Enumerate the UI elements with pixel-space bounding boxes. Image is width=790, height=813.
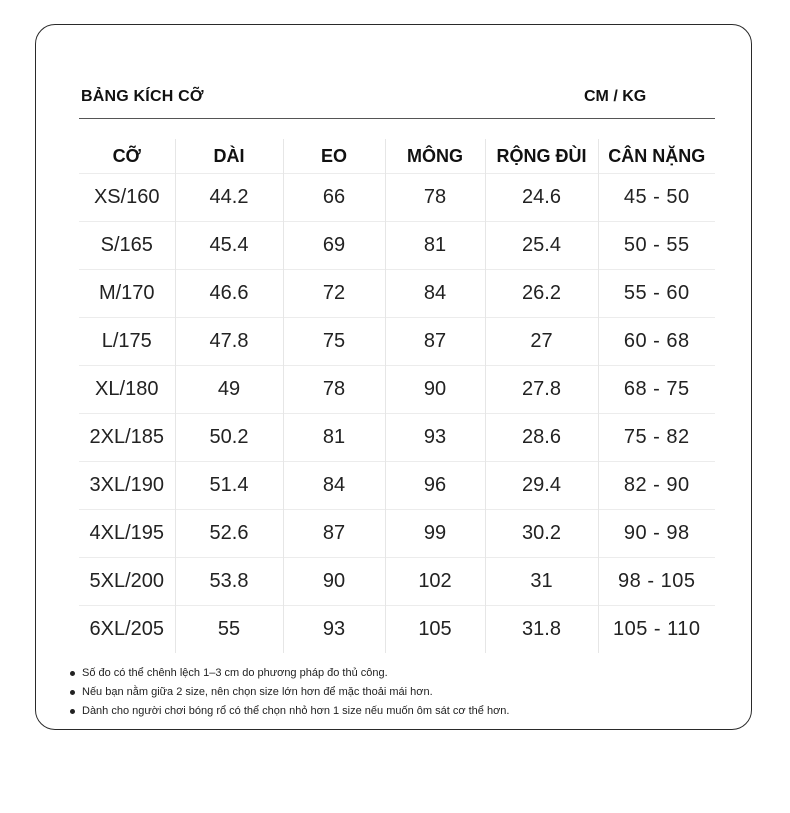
table-cell: M/170 xyxy=(79,270,175,318)
bullet-icon xyxy=(70,671,75,676)
table-cell: 27.8 xyxy=(485,366,598,414)
table-cell: 3XL/190 xyxy=(79,462,175,510)
table-cell: 51.4 xyxy=(175,462,283,510)
table-cell: 75 - 82 xyxy=(598,414,715,462)
table-cell: 45.4 xyxy=(175,222,283,270)
table-cell: 90 xyxy=(385,366,485,414)
note-text: Số đo có thể chênh lệch 1–3 cm do phương pháp đo thủ công. xyxy=(82,667,388,679)
table-cell: 60 - 68 xyxy=(598,318,715,366)
table-cell: S/165 xyxy=(79,222,175,270)
table-cell: 69 xyxy=(283,222,385,270)
table-cell: 90 xyxy=(283,558,385,606)
table-row xyxy=(79,366,715,414)
title-divider xyxy=(79,118,715,119)
table-cell: 31.8 xyxy=(485,606,598,654)
table-cell: 99 xyxy=(385,510,485,558)
column-header-hip: MÔNG xyxy=(385,139,485,174)
table-cell: 29.4 xyxy=(485,462,598,510)
size-table xyxy=(79,139,715,653)
table-row xyxy=(79,270,715,318)
table-cell: 53.8 xyxy=(175,558,283,606)
table-row xyxy=(79,174,715,222)
table-cell: 46.6 xyxy=(175,270,283,318)
table-cell: 50.2 xyxy=(175,414,283,462)
table-cell: 52.6 xyxy=(175,510,283,558)
table-cell: 68 - 75 xyxy=(598,366,715,414)
table-row xyxy=(79,606,715,654)
unit-label: CM / KG xyxy=(584,88,647,105)
table-cell: 55 xyxy=(175,606,283,654)
table-cell: 78 xyxy=(283,366,385,414)
table-cell: 84 xyxy=(283,462,385,510)
table-cell: 82 - 90 xyxy=(598,462,715,510)
table-cell: 66 xyxy=(283,174,385,222)
note-item xyxy=(70,702,509,721)
table-row xyxy=(79,414,715,462)
table-cell: 87 xyxy=(385,318,485,366)
table-cell: 6XL/205 xyxy=(79,606,175,654)
table-cell: 50 - 55 xyxy=(598,222,715,270)
table-cell: 2XL/185 xyxy=(79,414,175,462)
table-row xyxy=(79,558,715,606)
table-cell: 4XL/195 xyxy=(79,510,175,558)
table-cell: 49 xyxy=(175,366,283,414)
table-cell: 31 xyxy=(485,558,598,606)
note-text: Nếu bạn nằm giữa 2 size, nên chọn size lớn hơn để mặc thoải mái hơn. xyxy=(82,686,433,698)
column-header-waist: EO xyxy=(283,139,385,174)
note-item xyxy=(70,664,509,683)
note-text: Dành cho người chơi bóng rổ có thể chọn nhỏ hơn 1 size nếu muốn ôm sát cơ thể hơn. xyxy=(82,705,510,717)
table-cell: 75 xyxy=(283,318,385,366)
table-cell: 47.8 xyxy=(175,318,283,366)
chart-title: BẢNG KÍCH CỠ xyxy=(81,88,204,105)
bullet-icon xyxy=(70,709,75,714)
note-item xyxy=(70,683,509,702)
table-cell: 93 xyxy=(283,606,385,654)
notes-list xyxy=(70,664,509,721)
table-row xyxy=(79,462,715,510)
table-cell: 81 xyxy=(283,414,385,462)
table-cell: 102 xyxy=(385,558,485,606)
column-header-thigh-width: RỘNG ĐÙI xyxy=(485,139,598,174)
table-cell: XS/160 xyxy=(79,174,175,222)
size-chart-card xyxy=(35,24,752,730)
table-header-row xyxy=(79,139,715,174)
column-header-weight: CÂN NẶNG xyxy=(598,139,715,174)
table-cell: 81 xyxy=(385,222,485,270)
table-cell: L/175 xyxy=(79,318,175,366)
table-row xyxy=(79,222,715,270)
table-cell: XL/180 xyxy=(79,366,175,414)
table-cell: 98 - 105 xyxy=(598,558,715,606)
table-cell: 24.6 xyxy=(485,174,598,222)
table-cell: 28.6 xyxy=(485,414,598,462)
table-cell: 105 xyxy=(385,606,485,654)
table-cell: 30.2 xyxy=(485,510,598,558)
table-cell: 44.2 xyxy=(175,174,283,222)
table-cell: 93 xyxy=(385,414,485,462)
bullet-icon xyxy=(70,690,75,695)
table-row xyxy=(79,510,715,558)
table-cell: 72 xyxy=(283,270,385,318)
table-cell: 90 - 98 xyxy=(598,510,715,558)
table-cell: 25.4 xyxy=(485,222,598,270)
table-cell: 96 xyxy=(385,462,485,510)
table-cell: 5XL/200 xyxy=(79,558,175,606)
table-cell: 26.2 xyxy=(485,270,598,318)
column-header-size: CỠ xyxy=(112,145,141,166)
table-cell: 84 xyxy=(385,270,485,318)
table-cell: 78 xyxy=(385,174,485,222)
table-row xyxy=(79,318,715,366)
table-cell: 87 xyxy=(283,510,385,558)
column-header-length: DÀI xyxy=(175,139,283,174)
table-cell: 105 - 110 xyxy=(598,606,715,654)
table-cell: 55 - 60 xyxy=(598,270,715,318)
table-cell: 45 - 50 xyxy=(598,174,715,222)
table-cell: 27 xyxy=(485,318,598,366)
